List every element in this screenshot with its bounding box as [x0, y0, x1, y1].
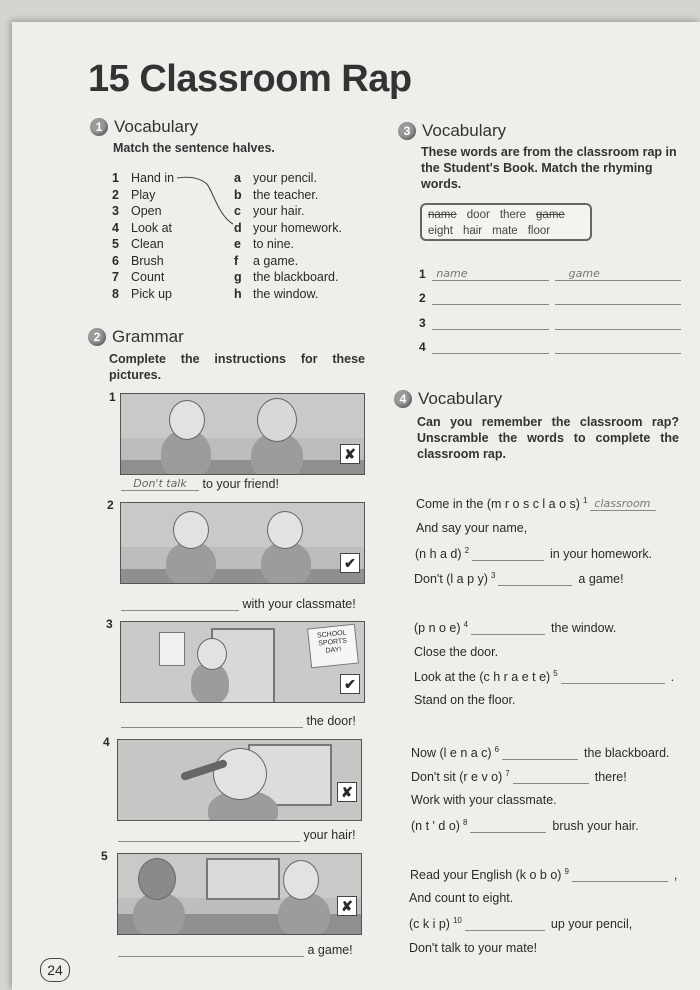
sentence-end-item [234, 286, 374, 303]
section-number-badge: 1 [90, 118, 108, 136]
sentence-end-item [234, 170, 374, 187]
item-text: Open [131, 204, 162, 218]
item-text: the window. [253, 286, 319, 301]
sentence-ends-list [234, 170, 374, 302]
rap-answer-blank[interactable] [502, 746, 578, 760]
rap-text-after: in your homework. [550, 547, 653, 562]
picture-3-caption [121, 714, 356, 728]
page-number: 24 [40, 958, 70, 982]
picture-2-kids-working [120, 502, 365, 584]
blank-number: 1 [582, 496, 588, 505]
sentence-end-item [234, 220, 374, 237]
sentence-start-item [112, 286, 222, 303]
word-box-row [428, 223, 584, 239]
rap-answer-blank[interactable] [498, 572, 572, 586]
answer-blank[interactable] [118, 828, 300, 842]
answer-blank[interactable] [121, 714, 303, 728]
section-3-instruction: These words are from the classroom rap in the Student's Book. Match the rhyming words. [421, 145, 677, 191]
item-text: the teacher. [253, 187, 319, 202]
section-label: Vocabulary [422, 121, 507, 140]
word-chip: floor [527, 225, 551, 237]
picture-5-caption [118, 943, 353, 957]
row-number: 2 [419, 291, 426, 305]
section-1-heading [90, 117, 198, 137]
picture-number: 2 [107, 498, 114, 512]
rap-answer-blank[interactable] [471, 621, 545, 635]
cross-mark-icon: ✘ [337, 782, 357, 802]
rap-line [411, 793, 557, 807]
rap-line [411, 745, 670, 760]
section-4-heading [394, 389, 502, 409]
item-text: to nine. [253, 237, 295, 251]
sentence-end-item [234, 269, 374, 286]
picture-number: 1 [109, 390, 116, 404]
item-text: Hand in [131, 171, 175, 185]
caption-text: the door! [306, 714, 356, 728]
rap-text-after: a game! [578, 572, 624, 587]
rap-line [411, 769, 627, 784]
item-number: 3 [112, 204, 119, 218]
sentence-end-item [234, 253, 374, 270]
item-number: 6 [112, 253, 119, 268]
item-letter: f [234, 253, 239, 268]
section-2-instruction: Complete the instructions for these pictures. [109, 352, 365, 382]
picture-number: 4 [103, 735, 110, 749]
rap-text: Close the door. [414, 645, 499, 659]
word-chip: game [536, 209, 565, 221]
sentence-start-item [112, 253, 222, 270]
cross-mark-icon: ✘ [337, 896, 357, 916]
item-number: 7 [112, 270, 119, 284]
rap-text: Work with your classmate. [411, 793, 557, 807]
sports-day-poster: SCHOOL SPORTS DAY! [307, 624, 359, 669]
item-letter: a [234, 171, 241, 185]
caption-text: your hair! [303, 828, 356, 842]
sentence-start-item [112, 236, 222, 253]
word-chip: mate [492, 225, 518, 237]
blank-number: 10 [452, 916, 462, 925]
item-number: 1 [112, 171, 119, 185]
picture-2-caption [121, 597, 356, 611]
rhyme-blank-1[interactable]: name [432, 267, 548, 281]
item-text: a game. [253, 253, 299, 268]
rap-answer-blank[interactable] [572, 868, 668, 882]
section-number-badge: 4 [394, 390, 412, 408]
rap-text: (p n o e) [414, 621, 461, 636]
blank-number: 5 [553, 669, 558, 678]
rhyme-row [419, 330, 681, 355]
section-label: Vocabulary [418, 389, 503, 408]
section-label: Vocabulary [114, 117, 199, 136]
row-number: 3 [419, 315, 426, 330]
item-text: Clean [131, 237, 164, 251]
rap-text: Look at the (c h r a e t e) [414, 670, 551, 685]
page-title: 15 Classroom Rap [88, 58, 412, 100]
picture-1-caption [121, 477, 279, 491]
item-number: 8 [112, 286, 119, 301]
rap-line [415, 546, 652, 561]
item-text: Count [131, 270, 165, 284]
picture-4-boy-brushing-hair [117, 739, 362, 821]
rap-text: (n h a d) [415, 547, 462, 562]
rap-line [414, 571, 624, 586]
tick-mark-icon: ✔ [340, 674, 360, 694]
item-letter: b [234, 187, 242, 202]
rap-text-after: , [673, 868, 678, 883]
rap-line [411, 818, 639, 833]
rap-line [414, 645, 498, 659]
item-text: your homework. [253, 220, 342, 235]
picture-3-boy-closing-door [120, 621, 365, 703]
rap-text: Come in the (m r o s c l a o s) [416, 497, 580, 512]
section-number-badge: 2 [88, 328, 106, 346]
match-line [175, 172, 235, 232]
rap-answer-blank[interactable] [470, 819, 546, 833]
picture-5-boys-playing-cards [117, 853, 362, 935]
rhyme-answer-rows [419, 256, 681, 354]
rap-line [414, 620, 616, 635]
rap-line [409, 941, 537, 955]
rhyme-row [419, 256, 681, 281]
sentence-end-item [234, 203, 374, 220]
rap-text: Read your English (k o b o) [410, 868, 562, 883]
item-text: your pencil. [253, 171, 317, 185]
caption-text: with your classmate! [242, 597, 356, 611]
rap-text-after: the window. [551, 621, 617, 636]
word-chip: hair [462, 225, 483, 237]
item-number: 4 [112, 220, 119, 235]
rap-text-after: the blackboard. [584, 746, 670, 761]
rap-line [416, 496, 662, 511]
caption-text: a game! [307, 943, 353, 957]
section-number-badge: 3 [398, 122, 416, 140]
rhyme-blank-2[interactable]: game [555, 267, 681, 281]
section-3-heading [398, 121, 506, 141]
item-text: Pick up [131, 286, 172, 301]
rhyme-blank-2[interactable] [555, 340, 681, 354]
picture-4-caption [118, 828, 356, 842]
blank-number: 9 [564, 867, 569, 876]
word-chip: door [466, 209, 490, 221]
section-1-instruction: Match the sentence halves. [113, 141, 275, 155]
item-text: your hair. [253, 204, 305, 218]
sentence-end-item [234, 236, 374, 253]
rap-line [416, 521, 527, 535]
rap-answer-blank[interactable] [561, 670, 665, 684]
item-number: 2 [112, 187, 119, 202]
rap-answer-blank[interactable] [465, 917, 545, 931]
rhyme-blank-2[interactable] [555, 291, 681, 305]
rhyme-row [419, 281, 681, 306]
rap-text: Don't talk to your mate! [409, 941, 538, 955]
section-4-instruction: Can you remember the classroom rap? Unscramble the words to complete the classroom rap. [417, 415, 679, 461]
item-text: Look at [131, 220, 173, 235]
item-letter: d [234, 220, 242, 235]
rap-line [414, 669, 674, 684]
rap-text-after: brush your hair. [552, 819, 639, 834]
rap-text-after: there! [594, 770, 627, 785]
sentence-start-item [112, 269, 222, 286]
item-text: Play [131, 187, 156, 202]
rap-text: And count to eight. [409, 891, 514, 905]
rap-text: Don't (l a p y) [414, 572, 488, 587]
rap-answer-blank[interactable] [513, 770, 589, 784]
picture-number: 3 [106, 617, 113, 631]
sentence-end-item [234, 187, 374, 204]
blank-number: 6 [494, 745, 500, 754]
tick-mark-icon: ✔ [340, 553, 360, 573]
rhyme-blank-2[interactable] [555, 316, 681, 330]
blank-number: 4 [463, 620, 469, 629]
item-text: Brush [131, 253, 164, 268]
word-chip: there [499, 209, 527, 221]
item-letter: c [234, 204, 241, 218]
rap-line [410, 867, 677, 882]
rap-text: Stand on the floor. [414, 693, 516, 707]
section-2-heading [88, 327, 184, 347]
blank-number: 2 [464, 546, 470, 555]
item-text: the blackboard. [253, 270, 339, 284]
rap-answer-blank[interactable] [472, 547, 544, 561]
item-letter: e [234, 237, 241, 251]
word-box [420, 203, 592, 241]
blank-number: 3 [490, 571, 496, 580]
word-chip: eight [428, 225, 453, 237]
row-number: 1 [419, 266, 426, 281]
rap-text: (n t ' d o) [411, 819, 460, 834]
answer-blank[interactable] [121, 597, 239, 611]
rap-answer-blank[interactable]: classroom [590, 497, 656, 511]
rhyme-blank-1[interactable] [432, 340, 548, 354]
answer-blank[interactable]: Don't talk [121, 477, 199, 491]
rhyme-row [419, 305, 681, 330]
row-number: 4 [419, 340, 426, 354]
picture-1-girls-talking [120, 393, 365, 475]
rap-line [409, 916, 632, 931]
rap-text-after: . [670, 670, 675, 685]
rap-text: Don't sit (r e v o) [411, 770, 503, 785]
rap-line [409, 891, 513, 905]
rap-line [414, 693, 515, 707]
word-chip: name [428, 209, 457, 221]
rap-text-after: up your pencil, [550, 917, 633, 932]
caption-text: to your friend! [202, 477, 279, 491]
cross-mark-icon: ✘ [340, 444, 360, 464]
rhyme-blank-1[interactable] [432, 291, 548, 305]
rap-text: Now (l e n a c) [411, 746, 492, 761]
blank-number: 7 [505, 769, 510, 778]
blank-number: 8 [462, 818, 468, 827]
item-number: 5 [112, 237, 119, 251]
rap-text: And say your name, [416, 521, 528, 535]
answer-blank[interactable] [118, 943, 304, 957]
item-letter: h [234, 286, 242, 301]
picture-number: 5 [101, 849, 108, 863]
rhyme-blank-1[interactable] [432, 316, 548, 330]
item-letter: g [234, 270, 242, 284]
rap-text: (c k i p) [409, 917, 450, 932]
word-box-row [428, 207, 584, 223]
section-label: Grammar [112, 327, 184, 346]
